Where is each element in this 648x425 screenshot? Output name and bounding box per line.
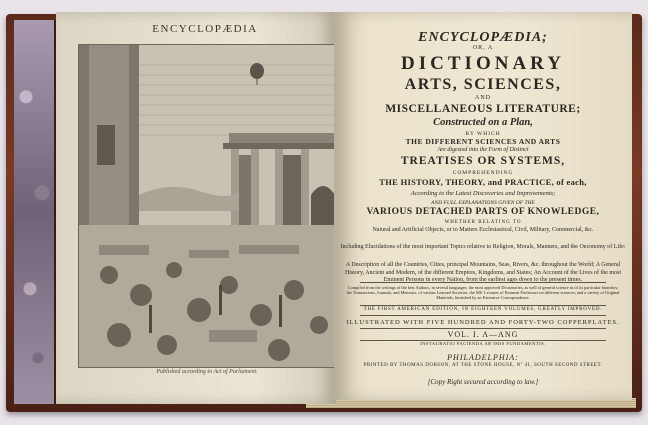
title-misc-literature: MISCELLANEOUS LITERATURE; [385,103,581,115]
title-history-theory: THE HISTORY, THEORY, and PRACTICE, of each, [379,177,587,187]
running-head: ENCYCLOPÆDIA [152,23,258,35]
title-rule-1 [360,282,606,283]
title-by-which: BY WHICH [465,131,501,137]
title-motto: INSTAURATIO FACIENDA AB IMIS FUNDAMENTIS. [420,341,546,346]
title-rule-4 [360,328,606,329]
title-description: A Description of all the Countries, Cities, principal Mountains, Seas, Rivers, &c. throughout the World; A General History, Ancient and Modern, of the different Empires, Kingdoms, and States; An Account of the Lives of the most Eminent Persons in every Nation, from the earliest ages down to the present times. [344,262,622,283]
title-plan: Constructed on a Plan, [433,117,533,128]
title-sciences-arts: THE DIFFERENT SCIENCES AND ARTS [405,137,561,146]
title-and: AND [475,95,491,101]
title-elucidations: Including Elucidations of the most important Topics relative to Religion, Morals, Manners, and the Oeconomy of Life: [340,244,626,250]
marbled-endpaper [14,20,56,404]
title-rule-3 [360,315,606,316]
title-dictionary: DICTIONARY [401,53,565,74]
title-copyright: [Copy Right secured according to law.] [427,378,539,386]
title-comprehending: COMPREHENDING [452,170,514,176]
frontispiece-engraving [78,44,336,368]
title-objects: Natural and Artificial Objects, or to Matters Ecclesiastical, Civil, Military, Commercial, &c. [372,227,594,233]
title-various-parts: VARIOUS DETACHED PARTS OF KNOWLEDGE, [366,207,600,217]
title-treatises: TREATISES OR SYSTEMS, [400,155,566,167]
title-edition: THE FIRST AMERICAN EDITION, IN EIGHTEEN VOLUMES, GREATLY IMPROVED. [363,307,603,312]
title-arts-sciences: ARTS, SCIENCES, [404,76,562,93]
title-encyclopaedia: ENCYCLOPÆDIA; [418,30,548,45]
engraving-caption: Published according to Act of Parliament. [156,369,258,375]
title-relating: WHETHER RELATING TO [444,220,522,225]
title-rule-2 [360,305,606,306]
title-or-a: OR, A [472,45,494,51]
title-philadelphia: PHILADELPHIA: [447,353,519,362]
title-volume: VOL. I. A—ANG [447,330,519,339]
title-compiled: Compiled from the writings of the best Authors, in several languages; the most approved Dictionaries, as well of general science as of its particular branches; the Transactions, Journals, and Memoirs, of various Learned Societies, the MS. Lectures of Eminent Professors on different sciences; and a variety of Original Materials, furnished by an Extensive Correspondence. [346,285,620,300]
title-digested: Are digested into the Form of Distinct [437,147,529,153]
title-explanations: AND FULL EXPLANATIONS GIVEN OF THE [431,200,535,206]
title-discoveries: According to the Latest Discoveries and Improvements; [410,190,556,197]
title-illustrated: ILLUSTRATED WITH FIVE HUNDRED AND FORTY-TWO COPPERPLATES. [346,319,620,326]
title-printer: PRINTED BY THOMAS DOBSON, AT THE STONE HOUSE, Nº 41, SOUTH SECOND STREET. [363,363,603,368]
